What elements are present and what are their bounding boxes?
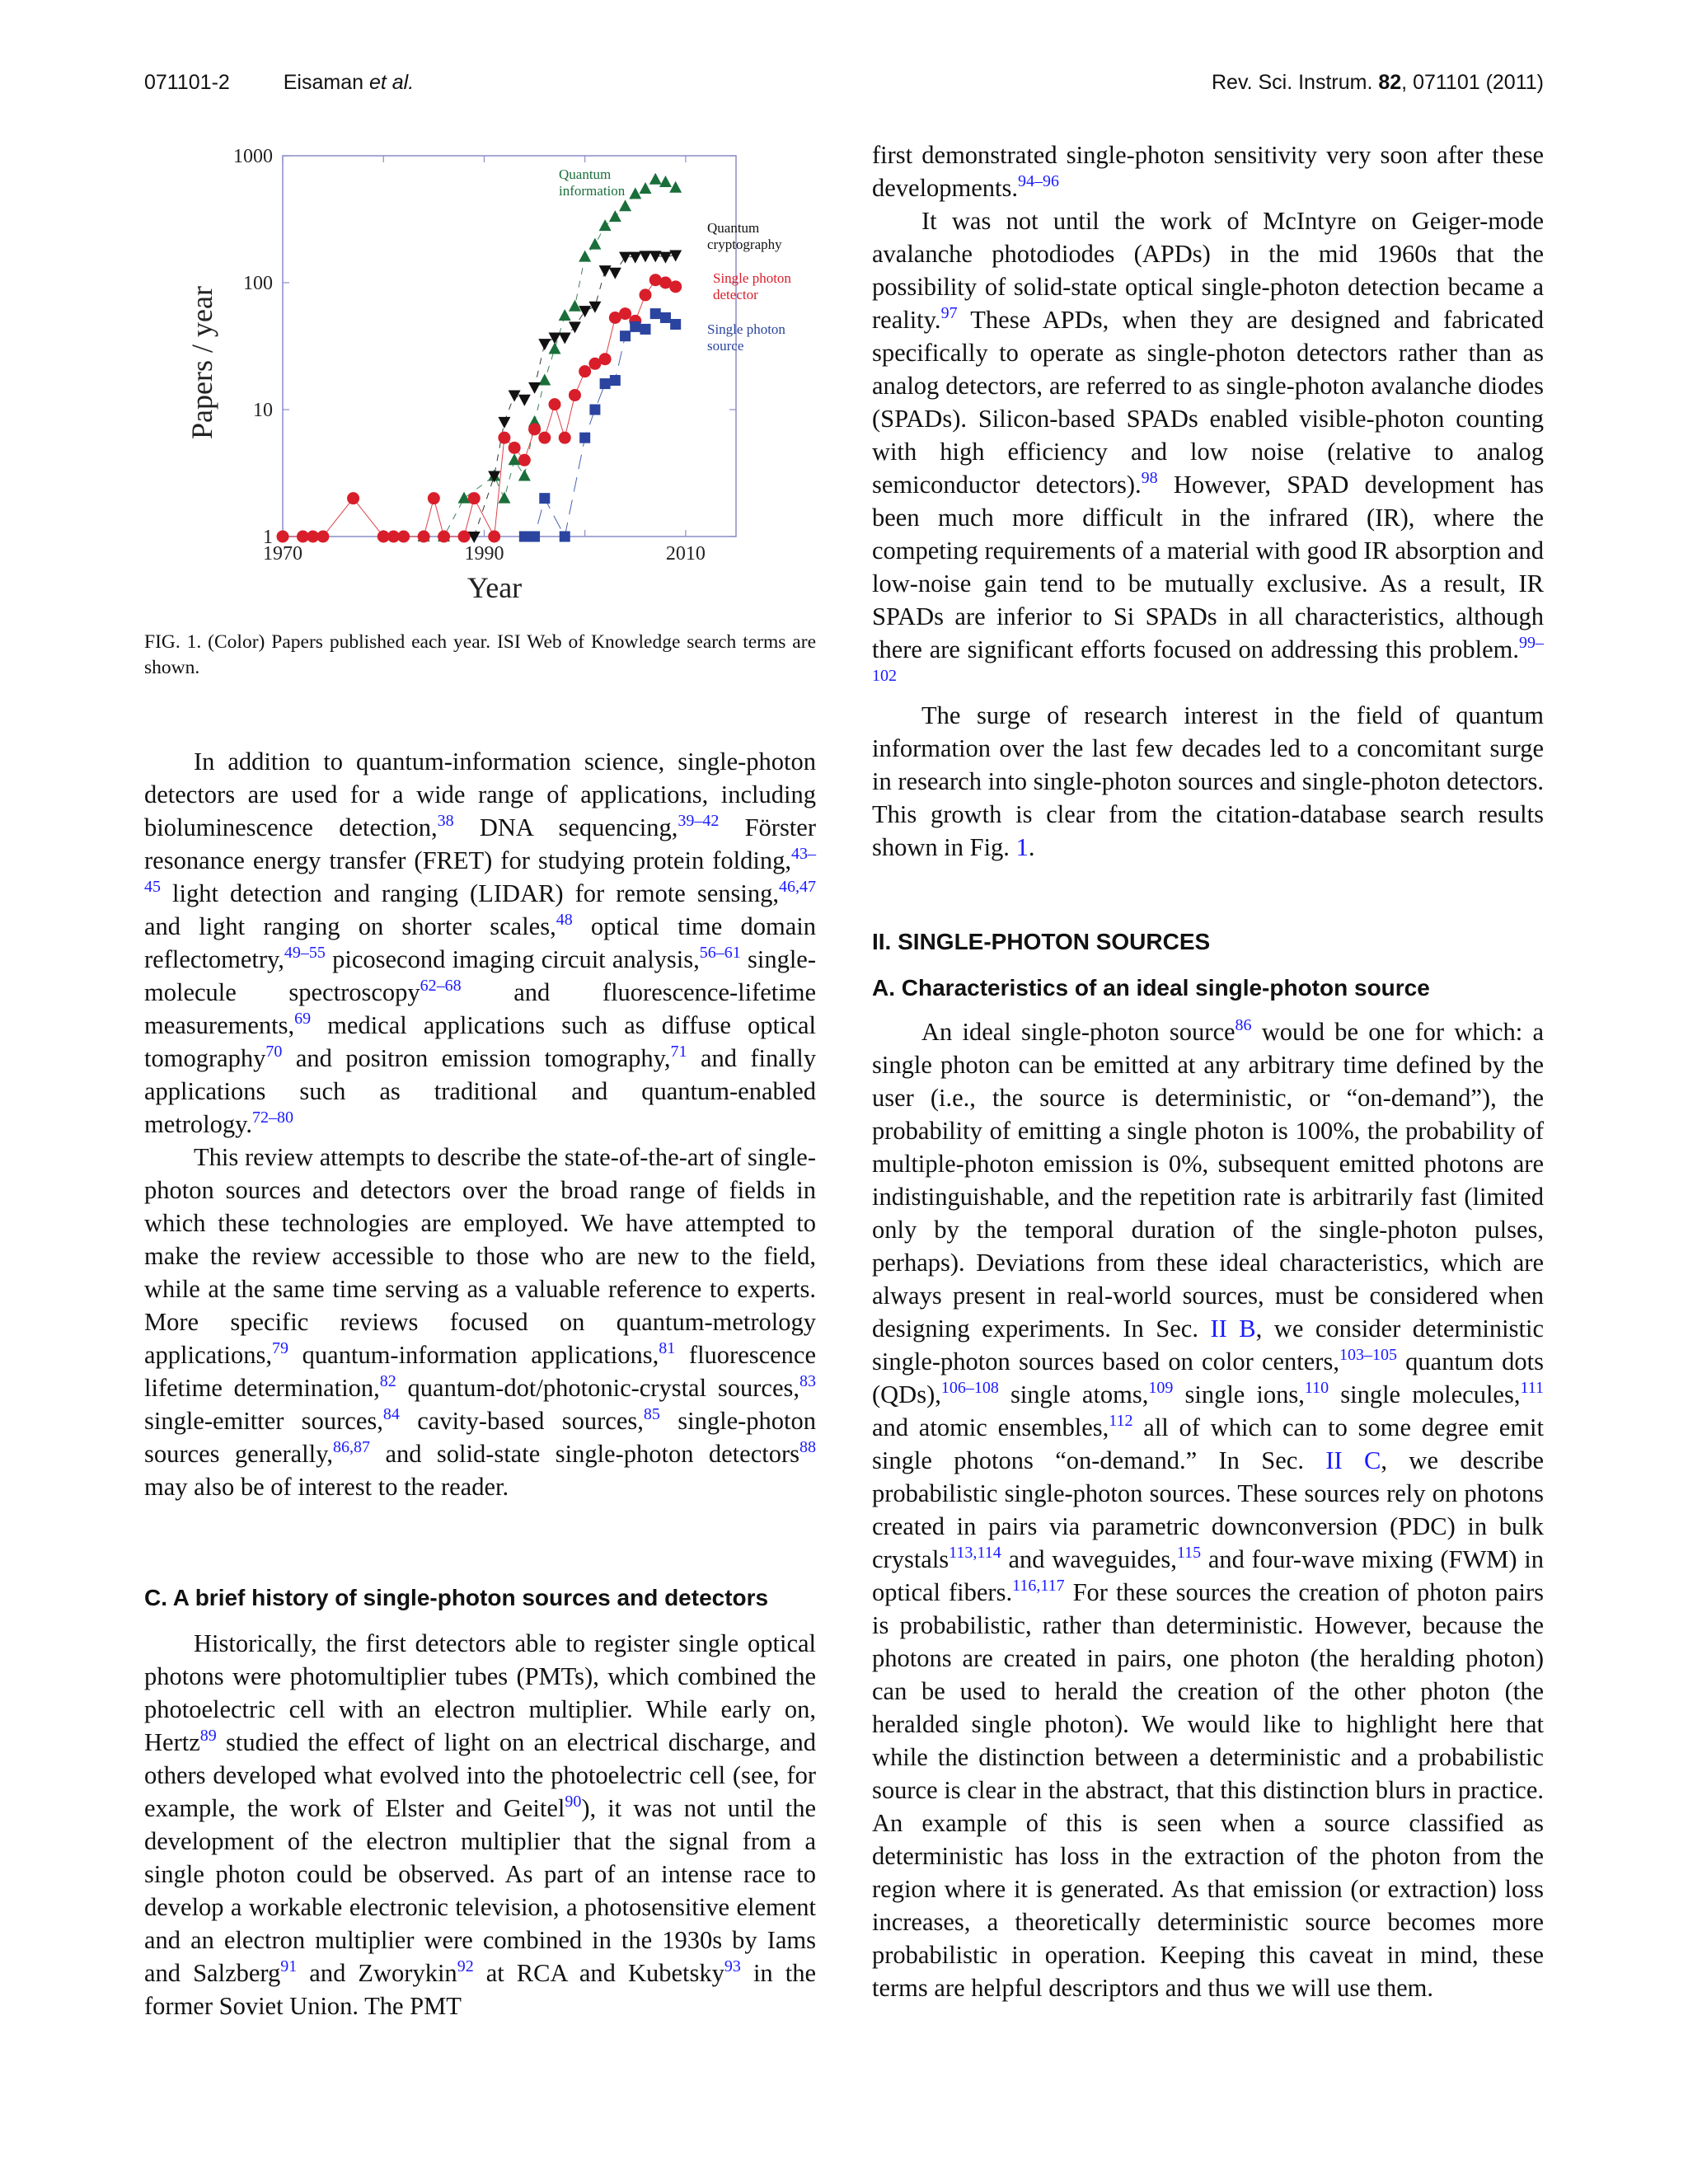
- data-point-square: [519, 532, 530, 542]
- citation-link[interactable]: 69: [294, 1010, 312, 1028]
- data-point-circle: [418, 531, 430, 543]
- data-point-triangle-down: [549, 332, 561, 344]
- paragraph: An ideal single-photon source$^{86}$ would be one for which: a single photon can be emitted at any arbitrary time defined by the user (i.e., the source is deterministic, or “on-demand”), the probability of emitting a single photon is 100%, the probability of multiple-photon emission is 0%, subsequent emitted photons are indistinguishable, and the repetition rate is arbitrarily fast (limited only by the temporal duration of the single-photon pulses, perhaps). Deviations from these ideal characteristics, which are always present in real-world sources, must be considered when designing experiments. In Sec. II B, we consider deterministic single-photon sources based on color centers,$^{103-105}$ quantum dots (QDs),$^{106-108}$ single atoms,$^{109}$ single ions,$^{110}$ single molecules,$^{111}$ and atomic ensembles,$^{112}$ all of which can to some degree emit single photons “on-demand.” In Sec. II C, we describe probabilistic single-photon sources. These sources rely on photons created in pairs via parametric downconversion (PDC) in bulk crystals$^{113,114}$ and waveguides,$^{115}$ and four-wave mixing (FWM) in optical fibers.$^{116,117}$ For these sources the creation of photon pairs is probabilistic, rather than deterministic. However, because the photons are created in pairs, one photon (the heralding photon) can be used to herald the creation of the other photon (the heralded single photon). We would like to highlight here that while the distinction between a deterministic and a probabilistic source is clear in the abstract, that this distinction blurs in practice. An example of this is seen when a source classified as deterministic has loss in the extraction of the photon from the region where it is generated. As that emission (or extraction) loss increases, a theoretically deterministic source becomes more probabilistic in operation. Keeping this caveat in mind, these terms are helpful descriptors and thus we will use them.: [872, 1016, 1544, 2002]
- page-id: 071101-2: [144, 71, 230, 94]
- data-point-square: [660, 312, 671, 323]
- citation-link[interactable]: 90: [565, 1793, 582, 1811]
- data-point-square: [560, 532, 570, 542]
- journal-name: Rev. Sci. Instrum.: [1211, 71, 1373, 94]
- data-point-square: [579, 433, 590, 443]
- data-point-circle: [669, 280, 682, 293]
- series-single-photon-detector: [277, 270, 792, 543]
- data-point-triangle-down: [599, 265, 612, 277]
- data-point-triangle-down: [619, 252, 631, 264]
- citation-link[interactable]: 93: [724, 1957, 741, 1975]
- series-label: detector: [713, 287, 758, 302]
- running-header: [144, 71, 1544, 104]
- cross-reference-link[interactable]: 1: [1015, 833, 1029, 861]
- papers-per-year-chart: [144, 132, 816, 618]
- data-point-triangle-up: [518, 470, 531, 481]
- citation-link[interactable]: 99–102: [872, 634, 1544, 685]
- citation-link[interactable]: 81: [659, 1339, 676, 1357]
- x-tick-label: 1970: [263, 543, 302, 565]
- citation-link[interactable]: 56–61: [699, 944, 741, 962]
- data-point-square: [670, 319, 681, 330]
- citation-link[interactable]: 97: [940, 304, 958, 322]
- data-point-circle: [458, 531, 471, 543]
- data-point-triangle-down: [559, 332, 571, 344]
- section-heading-a: A. Characteristics of an ideal single-photon source: [872, 975, 1430, 1001]
- data-point-square: [529, 532, 540, 542]
- citation-link[interactable]: 98: [1141, 469, 1158, 487]
- data-point-circle: [438, 531, 450, 543]
- citation-link[interactable]: 103–105: [1339, 1346, 1397, 1364]
- citation-link[interactable]: 106–108: [940, 1379, 999, 1397]
- citation-link[interactable]: 49–55: [284, 944, 326, 962]
- data-point-triangle-down: [569, 321, 581, 333]
- citation-link[interactable]: 71: [670, 1043, 687, 1061]
- data-point-square: [539, 493, 550, 504]
- data-point-circle: [619, 307, 631, 320]
- article-year: , 071101 (2011): [1401, 71, 1544, 94]
- data-point-circle: [640, 288, 652, 301]
- citation-link[interactable]: 83: [799, 1372, 816, 1390]
- citation-link[interactable]: 86,87: [333, 1438, 371, 1456]
- citation-link[interactable]: 89: [199, 1727, 217, 1745]
- series-label: source: [707, 338, 744, 354]
- data-point-square: [589, 405, 600, 415]
- data-point-triangle-down: [528, 382, 541, 394]
- paragraph: Historically, the first detectors able to register single optical photons were photomultiplier tubes (PMTs), which combined the photoelectric cell with an electron multiplier. While early on, Hertz$^{89}$ studied the effect of light on an electrical discharge, and others developed what evolved into the photoelectric cell (see, for example, the work of Elster and Geitel$^{90}$), it was not until the development of the electron multiplier that the signal from a single photon could be observed. As part of an intense race to develop a workable electronic television, a photosensitive element and an electron multiplier were combined in the 1930s by Iams and Salzberg$^{91}$ and Zworykin$^{92}$ at RCA and Kubetsky$^{93}$ in the former Soviet Union. The PMT: [144, 1629, 816, 2020]
- citation-link[interactable]: 82: [379, 1372, 396, 1390]
- citation-link[interactable]: 39–42: [678, 812, 720, 830]
- data-point-circle: [277, 531, 289, 543]
- data-point-triangle-up: [579, 251, 591, 262]
- citation-link[interactable]: 38: [437, 812, 454, 830]
- series-label: Single photon: [713, 270, 791, 286]
- spacer: [872, 864, 1544, 926]
- y-tick-label: 100: [243, 273, 273, 294]
- citation-link[interactable]: 113,114: [949, 1544, 1001, 1562]
- series-label: Single photon: [707, 321, 785, 337]
- citation-link[interactable]: 112: [1109, 1412, 1133, 1430]
- data-point-square: [640, 324, 651, 335]
- paragraph: In addition to quantum-information science, single-photon detectors are used for a wide range of applications, including bioluminescence detection,$^{38}$ DNA sequencing,$^{39-42}$ Förster resonance energy transfer (FRET) for studying protein folding,$^{43-45}$ light detection and ranging (LIDAR) for remote sensing,$^{46,47}$ and light ranging on shorter scales,$^{48}$ optical time domain reflectometry,$^{49-55}$ picosecond imaging circuit analysis,$^{56-61}$ single-molecule spectroscopy$^{62-68}$ and fluorescence-lifetime measurements,$^{69}$ medical applications such as diffuse optical tomography$^{70}$ and positron emission tomography,$^{71}$ and finally applications such as traditional and quantum-enabled metrology.$^{72-80}$: [144, 748, 817, 1138]
- data-point-triangle-up: [619, 199, 631, 211]
- data-point-circle: [316, 531, 329, 543]
- data-point-triangle-down: [588, 302, 601, 313]
- citation-link[interactable]: 72–80: [252, 1108, 294, 1127]
- data-point-triangle-down: [579, 306, 591, 317]
- data-point-triangle-up: [588, 238, 601, 250]
- citation-link[interactable]: 111: [1520, 1379, 1544, 1397]
- figure-caption: FIG. 1. (Color) Papers published each year. ISI Web of Knowledge search terms are shown.: [144, 631, 816, 678]
- data-point-triangle-up: [538, 374, 551, 386]
- paragraph: It was not until the work of McIntyre on Geiger-mode avalanche photodiodes (APDs) in the mid 1960s that the possibility of solid-state optical single-photon detection became a reality.$^{97}$ These APDs, when they are designed and fabricated specifically to operate as single-photon detectors rather than as analog detectors, are referred to as single-photon avalanche diodes (SPADs). Silicon-based SPADs enabled visible-photon counting with high efficiency and low noise (relative to analog semiconductor detectors).$^{98}$ However, SPAD development has been much more difficult in the infrared (IR), where the competing requirements of a material with good IR absorption and low-noise gain tend to be mutually exclusive. As a result, IR SPADs are inferior to Si SPADs in all characteristics, although there are significant efforts focused on addressing this problem.$^{99-102}$: [872, 207, 1544, 685]
- citation-link[interactable]: 109: [1148, 1379, 1174, 1397]
- citation-link[interactable]: 85: [643, 1405, 660, 1423]
- series-label: information: [559, 183, 626, 199]
- data-point-triangle-down: [538, 339, 551, 350]
- citation-link[interactable]: 110: [1304, 1379, 1329, 1397]
- citation-link[interactable]: 86: [1235, 1016, 1252, 1034]
- spacer: [872, 958, 1544, 972]
- paragraph: This review attempts to describe the state-of-the-art of single-photon sources and detectors over the broad range of fields in which these technologies are employed. We have attempted to make the review accessible to those who are new to the field, while at the same time serving as a valuable reference to experts. More specific reviews focused on quantum-metrology applications,$^{79}$ quantum-information applications,$^{81}$ fluorescence lifetime determination,$^{82}$ quantum-dot/photonic-crystal sources,$^{83}$ single-emitter sources,$^{84}$ cavity-based sources,$^{85}$ single-photon sources generally,$^{86,87}$ and solid-state single-photon detectors$^{88}$ may also be of interest to the reader.: [144, 1143, 817, 1501]
- data-point-circle: [569, 389, 581, 401]
- data-point-circle: [579, 365, 591, 377]
- data-point-triangle-up: [659, 176, 672, 187]
- data-point-square: [620, 330, 631, 341]
- data-point-circle: [549, 398, 561, 410]
- citation-link[interactable]: 115: [1176, 1544, 1202, 1562]
- data-point-triangle-up: [569, 300, 581, 312]
- header-right: [1212, 71, 1544, 95]
- x-tick-label: 1990: [464, 543, 504, 565]
- data-point-triangle-down: [498, 417, 510, 429]
- data-point-circle: [528, 423, 541, 435]
- author-name: Eisaman: [283, 71, 364, 94]
- figure-1: [144, 132, 816, 618]
- cross-reference-link[interactable]: II C: [1325, 1446, 1381, 1474]
- x-axis-label: Year: [467, 571, 523, 604]
- citation-link[interactable]: 94–96: [1018, 172, 1060, 190]
- left-column: [144, 745, 816, 2022]
- citation-link[interactable]: 48: [556, 911, 573, 929]
- citation-link[interactable]: 46,47: [779, 878, 816, 896]
- header-authors: [284, 71, 414, 94]
- spacer: [144, 1503, 816, 1582]
- data-point-circle: [468, 492, 481, 504]
- series-label: Quantum: [707, 220, 760, 236]
- y-tick-label: 1000: [233, 146, 273, 167]
- x-tick-label: 2010: [665, 543, 706, 565]
- citation-link[interactable]: 62–68: [420, 977, 462, 995]
- data-point-circle: [488, 531, 500, 543]
- section-heading-c: C. A brief history of single-photon sources and detectors: [144, 1585, 769, 1610]
- citation-link[interactable]: 43–45: [144, 845, 816, 896]
- data-point-triangle-up: [498, 492, 510, 504]
- data-point-triangle-down: [629, 252, 641, 264]
- data-point-circle: [428, 492, 440, 504]
- data-point-triangle-up: [549, 343, 561, 354]
- right-column: [872, 138, 1544, 2004]
- data-point-square: [650, 308, 661, 319]
- citation-link[interactable]: 84: [382, 1405, 400, 1423]
- series-label: cryptography: [707, 237, 782, 252]
- data-point-circle: [509, 442, 521, 454]
- section-heading-ii: II. SINGLE-PHOTON SOURCES: [872, 929, 1211, 954]
- data-point-circle: [498, 432, 510, 444]
- journal-volume: 82: [1378, 71, 1402, 94]
- data-point-circle: [559, 432, 571, 444]
- series-quantum-information: [418, 166, 682, 541]
- spacer: [872, 1004, 1544, 1015]
- author-suffix: et al.: [368, 71, 415, 94]
- data-point-triangle-down: [640, 251, 652, 262]
- data-point-circle: [518, 454, 531, 466]
- data-point-triangle-down: [609, 268, 621, 279]
- data-point-triangle-down: [509, 390, 521, 401]
- series-quantum-cryptography: [468, 220, 782, 543]
- data-point-circle: [397, 531, 410, 543]
- data-point-triangle-down: [659, 252, 672, 264]
- y-tick-label: 10: [253, 400, 273, 421]
- data-point-triangle-up: [649, 173, 662, 185]
- data-point-circle: [347, 492, 359, 504]
- citation-link[interactable]: 92: [457, 1957, 474, 1975]
- header-left: [144, 71, 414, 95]
- data-point-triangle-up: [609, 210, 621, 222]
- citation-link[interactable]: 79: [272, 1339, 289, 1357]
- y-tick-label: 1: [263, 527, 273, 548]
- spacer: [144, 1614, 816, 1627]
- plot-frame: [283, 156, 736, 537]
- y-axis-label: Papers / year: [185, 286, 218, 439]
- series-single-photon-source: [519, 308, 786, 541]
- citation-link[interactable]: 116,117: [1012, 1577, 1065, 1595]
- data-point-square: [610, 375, 621, 386]
- data-point-square: [630, 321, 640, 332]
- series-label: Quantum: [559, 166, 612, 182]
- data-point-square: [600, 378, 611, 389]
- paragraph: first demonstrated single-photon sensitivity very soon after these developments.$^{94-96}$: [872, 141, 1544, 202]
- citation-link[interactable]: 91: [280, 1957, 298, 1975]
- series-line: [424, 180, 676, 537]
- cross-reference-link[interactable]: II B: [1210, 1315, 1256, 1343]
- paragraph: The surge of research interest in the field of quantum information over the last few decades led to a concomitant surge in research into single-photon sources and single-photon detectors. This growth is clear from the citation-database search results shown in Fig. 1.: [872, 701, 1544, 861]
- citation-link[interactable]: 70: [265, 1043, 283, 1061]
- data-point-circle: [538, 432, 551, 444]
- data-point-circle: [599, 353, 612, 365]
- data-point-triangle-down: [518, 395, 531, 406]
- citation-link[interactable]: 88: [799, 1438, 816, 1456]
